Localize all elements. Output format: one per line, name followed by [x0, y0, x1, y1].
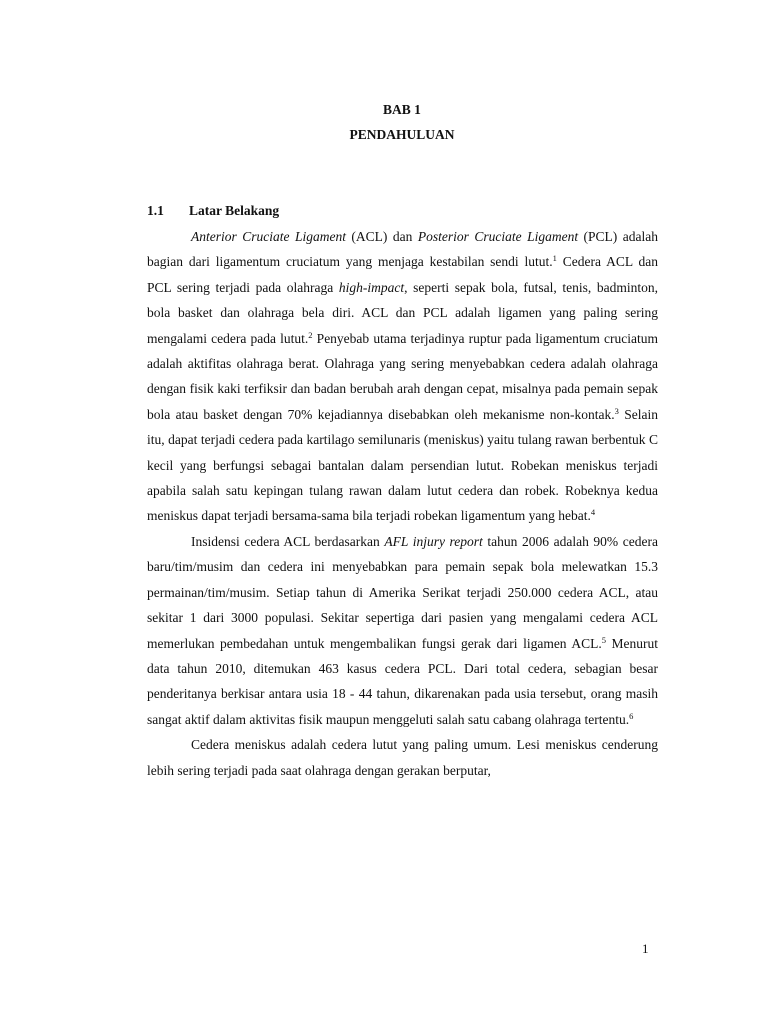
- text-run: Penyebab utama terjadinya ruptur pada ligamentum cruciatum adalah aktifitas olahraga berat. Olahraga yang sering menyebabkan cedera adalah olahraga dengan fisik kaki terfiksir dan badan berubah arah dengan cepat, misalnya pada pemain sepak bola atau basket dengan 70% kejadiannya disebabkan oleh mekanisme non-kontak.: [147, 330, 658, 422]
- text-run: Cedera ACL dan PCL sering terjadi pada olahraga: [147, 254, 658, 295]
- section-number: 1.1: [147, 203, 164, 218]
- text-run: , seperti sepak bola, futsal, tenis, badminton, bola basket dan olahraga bela diri. ACL dan PCL adalah ligamen yang paling sering mengalami cedera pada lutut.: [147, 279, 659, 346]
- text-run: (PCL) adalah bagian dari ligamentum cruciatum yang menjaga kestabilan sendi lutut.: [147, 229, 659, 270]
- footnote-ref: 5: [601, 634, 606, 645]
- paragraph-1: [147, 224, 658, 529]
- paragraph-2: [147, 529, 658, 732]
- text-run: (ACL) dan: [345, 229, 418, 244]
- footnote-ref: 3: [614, 405, 619, 416]
- italic-term: high-impact: [338, 279, 405, 295]
- footnote-ref: 4: [590, 507, 596, 518]
- page-number: 1: [642, 941, 649, 956]
- chapter-title: PENDAHULUAN: [349, 127, 455, 142]
- footnote-ref: 1: [552, 253, 557, 264]
- italic-term: AFL injury report: [384, 533, 483, 549]
- text-run: tahun 2006 adalah 90% cedera baru/tim/musim dan cedera ini menyebabkan para pemain sepak bola melewatkan 15.3 permainan/tim/musim. Setiap tahun di Amerika Serikat terjadi 250.000 cedera ACL, atau sekitar 1 dari 3000 populasi. Sekitar sepertiga dari pasien yang mengalami cedera ACL memerlukan pembedahan untuk mengembalikan fungsi gerak dari ligamen ACL.: [147, 533, 658, 651]
- section-heading: [147, 202, 279, 220]
- italic-term: Posterior Cruciate Ligament: [417, 229, 579, 244]
- text-run: Cedera meniskus adalah cedera lutut yang paling umum. Lesi meniskus cenderung lebih sering terjadi pada saat olahraga dengan gerakan berputar,: [147, 737, 658, 778]
- text-run: Selain itu, dapat terjadi cedera pada kartilago semilunaris (meniskus) yaitu tulang rawan berbentuk C kecil yang berfungsi sebagai bantalan dalam persendian lutut. Robekan meniskus terjadi apabila salah satu kepingan tulang rawan dalam lutut cedera dan robek. Robeknya kedua meniskus dapat terjadi bersama-sama bila terjadi robekan ligamentum yang hebat.: [147, 406, 659, 524]
- text-run: Insidensi cedera ACL berdasarkan: [191, 533, 385, 549]
- section-title: Latar Belakang: [189, 203, 280, 218]
- body-text: [147, 224, 658, 783]
- chapter-number: BAB 1: [383, 102, 421, 117]
- footnote-ref: 6: [629, 710, 634, 721]
- paragraph-3: [147, 732, 658, 783]
- text-run: Menurut data tahun 2010, ditemukan 463 kasus cedera PCL. Dari total cedera, sebagian besar penderitanya berkisar antara usia 18 - 44 tahun, dikarenakan pada usia tersebut, orang masih sangat aktif dalam aktivitas fisik maupun menggeluti salah satu cabang olahraga tertentu.: [147, 635, 659, 727]
- footnote-ref: 2: [308, 329, 313, 340]
- italic-term: Anterior Cruciate Ligament: [191, 229, 346, 244]
